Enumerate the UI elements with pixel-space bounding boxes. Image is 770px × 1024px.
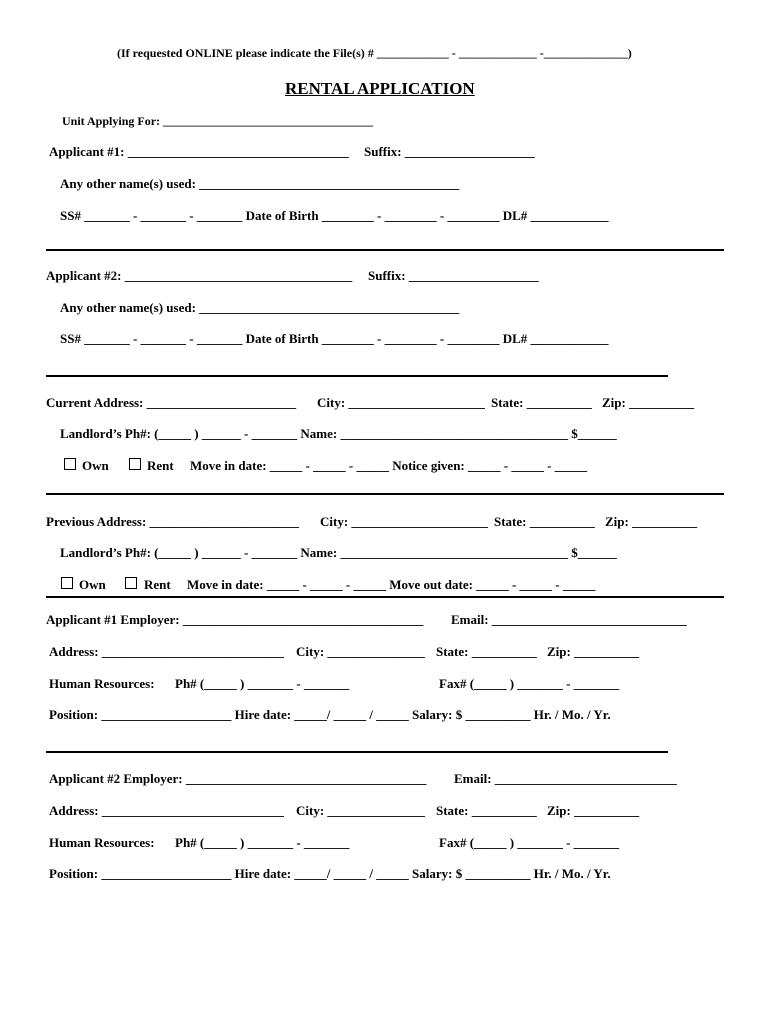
applicant2-other-names-field[interactable]: Any other name(s) used: ________________________________________ [60, 300, 460, 315]
online-file-note: (If requested ONLINE please indicate the File(s) # ____________ - _____________ -______________) [117, 46, 632, 60]
current-landlord-field[interactable]: Landlord’s Ph#: (_____ ) ______ - _______ Name: ___________________________________ $______ [60, 426, 617, 441]
previous-rent-label: Rent [144, 577, 171, 592]
current-state-field[interactable]: State: __________ [491, 395, 592, 410]
section-divider [46, 493, 724, 495]
current-own-label: Own [82, 458, 109, 473]
employer2-city-field[interactable]: City: _______________ [296, 803, 425, 818]
employer2-position-field[interactable]: Position: ____________________ Hire date: _____/ _____ / _____ Salary: $ __________ Hr. / Mo. / Yr. [49, 866, 611, 881]
employer1-address-field[interactable]: Address: ____________________________ [49, 644, 284, 659]
applicant2-suffix-field[interactable]: Suffix: ____________________ [368, 268, 539, 283]
previous-landlord-field[interactable]: Landlord’s Ph#: (_____ ) ______ - _______ Name: ___________________________________ $______ [60, 545, 617, 560]
current-zip-field[interactable]: Zip: __________ [602, 395, 695, 410]
employer1-hr-phone-field[interactable]: Ph# (_____ ) _______ - _______ [175, 676, 350, 691]
previous-address-field[interactable]: Previous Address: _______________________ [46, 514, 300, 529]
applicant2-ids-field[interactable]: SS# _______ - _______ - _______ Date of Birth ________ - ________ - ________ DL# ____________ [60, 331, 609, 346]
applicant2-name-field[interactable]: Applicant #2: ___________________________________ [46, 268, 353, 283]
previous-zip-field[interactable]: Zip: __________ [605, 514, 698, 529]
employer1-hr-fax-field[interactable]: Fax# (_____ ) _______ - _______ [439, 676, 620, 691]
section-divider [46, 596, 724, 598]
employer1-city-field[interactable]: City: _______________ [296, 644, 425, 659]
previous-city-field[interactable]: City: _____________________ [320, 514, 488, 529]
current-rent-checkbox[interactable] [129, 458, 141, 470]
page-title: RENTAL APPLICATION [285, 79, 475, 98]
section-divider [46, 375, 668, 377]
current-address-field[interactable]: Current Address: _______________________ [46, 395, 297, 410]
employer2-hr-label: Human Resources: [49, 835, 155, 850]
unit-applying-field[interactable]: Unit Applying For: ___________________________________ [62, 114, 374, 128]
applicant1-name-field[interactable]: Applicant #1: __________________________________ [49, 144, 349, 159]
current-rent-label: Rent [147, 458, 174, 473]
previous-state-field[interactable]: State: __________ [494, 514, 595, 529]
previous-dates-field[interactable]: Move in date: _____ - _____ - _____ Move out date: _____ - _____ - _____ [187, 577, 596, 592]
employer2-state-field[interactable]: State: __________ [436, 803, 537, 818]
employer2-address-field[interactable]: Address: ____________________________ [49, 803, 284, 818]
section-divider [46, 751, 668, 753]
previous-rent-checkbox[interactable] [125, 577, 137, 589]
employer2-email-field[interactable]: Email: ____________________________ [454, 771, 677, 786]
previous-own-checkbox[interactable] [61, 577, 73, 589]
employer2-hr-fax-field[interactable]: Fax# (_____ ) _______ - _______ [439, 835, 620, 850]
employer1-name-field[interactable]: Applicant #1 Employer: _____________________________________ [46, 612, 424, 627]
previous-own-label: Own [79, 577, 106, 592]
current-city-field[interactable]: City: _____________________ [317, 395, 485, 410]
employer1-email-field[interactable]: Email: ______________________________ [451, 612, 687, 627]
employer2-zip-field[interactable]: Zip: __________ [547, 803, 640, 818]
current-own-checkbox[interactable] [64, 458, 76, 470]
applicant1-other-names-field[interactable]: Any other name(s) used: ________________________________________ [60, 176, 460, 191]
applicant1-suffix-field[interactable]: Suffix: ____________________ [364, 144, 535, 159]
section-divider [46, 249, 724, 251]
employer2-name-field[interactable]: Applicant #2 Employer: _____________________________________ [49, 771, 427, 786]
employer1-hr-label: Human Resources: [49, 676, 155, 691]
employer1-zip-field[interactable]: Zip: __________ [547, 644, 640, 659]
employer1-state-field[interactable]: State: __________ [436, 644, 537, 659]
applicant1-ids-field[interactable]: SS# _______ - _______ - _______ Date of Birth ________ - ________ - ________ DL# ____________ [60, 208, 609, 223]
employer2-hr-phone-field[interactable]: Ph# (_____ ) _______ - _______ [175, 835, 350, 850]
employer1-position-field[interactable]: Position: ____________________ Hire date: _____/ _____ / _____ Salary: $ __________ Hr. / Mo. / Yr. [49, 707, 611, 722]
current-dates-field[interactable]: Move in date: _____ - _____ - _____ Notice given: _____ - _____ - _____ [190, 458, 588, 473]
